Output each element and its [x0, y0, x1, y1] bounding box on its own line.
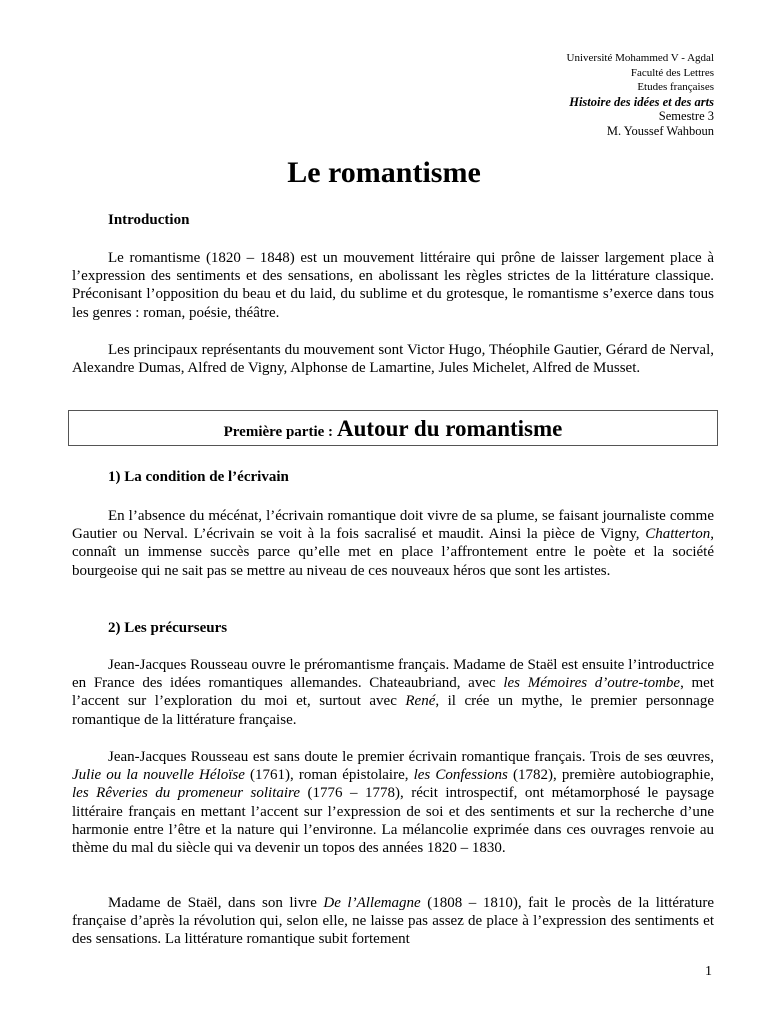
section-2-paragraph-3: [72, 894, 714, 949]
part-title-box: [68, 410, 718, 446]
department-name: Etudes françaises: [637, 81, 714, 94]
university-name: Université Mohammed V - Agdal: [566, 52, 714, 64]
work-title: les Rêveries du promeneur solitaire: [72, 785, 300, 802]
teacher-name: M. Youssef Wahboun: [606, 123, 714, 138]
text-run: , il crée un mythe, le premier personnage romantique de la littérature française.: [72, 693, 714, 728]
text-run: (1776 – 1778), récit introspectif, ont métamorphosé le paysage littéraire français en mettant l’accent sur l’expression de soi et des sentiments et sur la recherche d’une harmonie entre l’être et la nature qui l’environne. La mélancolie exprimée dans ces ouvrages renvoie au thème du mal du siècle qui va devenir un topos des années 1820 – 1830.: [72, 785, 715, 857]
text-run: Jean-Jacques Rousseau ouvre le préromantisme français. Madame de Staël est ensuite l’introductrice en France des idées romantiques allemandes. Chateaubriand, avec: [72, 657, 714, 692]
text-run: (1808 – 1810), fait le procès de la littérature française d’après la révolution qui, selon elle, ne laisse pas assez de place à l’expression des sentiments et des sensations. La littérature romantique subit fortement: [72, 895, 714, 948]
text-run: , met l’accent sur l’exploration du moi et, surtout avec: [72, 675, 714, 710]
course-name: Histoire des idées et des arts: [569, 94, 714, 109]
text-run: , connaît un immense succès parce qu’elle met en place l’affrontement entre le poète et la société bourgeoise qui ne sait pas se mettre au niveau de ces nouveaux héros que sont les artistes.: [72, 526, 714, 579]
section-2-paragraph-2: [72, 748, 714, 857]
introduction-paragraph-1: Le romantisme (1820 – 1848) est un mouvement littéraire qui prône de laisser largement place à l’expression des sentiments et des sensations, en abolissant les règles strictes de la littérature classique. Préconisant l’opposition du beau et du laid, du sublime et du grotesque, le romantisme s’exerce dans tous les genres : roman, poésie, théâtre.: [72, 250, 714, 321]
introduction-paragraph-2: Les principaux représentants du mouvement sont Victor Hugo, Théophile Gautier, Gérard de Nerval, Alexandre Dumas, Alfred de Vigny, Alphonse de Lamartine, Jules Michelet, Alfred de Musset.: [72, 342, 714, 377]
page-number: 1: [705, 964, 712, 979]
work-title: René: [405, 693, 436, 710]
header-block: [567, 51, 714, 139]
section-2-heading: 2) Les précurseurs: [108, 620, 228, 636]
text-run: (1782), première autobiographie,: [507, 767, 714, 784]
page-title: Le romantisme: [287, 156, 481, 189]
faculty-name: Faculté des Lettres: [630, 66, 714, 79]
section-1-paragraph: [72, 507, 714, 580]
introduction-heading: Introduction: [108, 212, 190, 228]
semester: Semestre 3: [658, 109, 714, 124]
work-title: les Confessions: [413, 767, 508, 784]
text-run: Jean-Jacques Rousseau est sans doute le premier écrivain romantique français. Trois de ses œuvres,: [108, 749, 714, 765]
work-title: Chatterton: [645, 526, 711, 543]
text-run: Madame de Staël, dans son livre: [108, 895, 324, 911]
work-title: Julie ou la nouvelle Héloïse: [72, 767, 245, 784]
section-2-paragraph-1: [72, 656, 714, 729]
work-title: De l’Allemagne: [323, 895, 421, 911]
text-run: En l’absence du mécénat, l’écrivain romantique doit vivre de sa plume, se faisant journaliste comme Gautier ou Nerval. L’écrivain se voit à la fois sacralisé et maudit. Ainsi la pièce de Vigny,: [72, 508, 714, 543]
part-title: Autour du romantisme: [337, 416, 563, 441]
work-title: les Mémoires d’outre-tombe: [503, 675, 681, 692]
part-label: Première partie :: [223, 424, 334, 440]
text-run: (1761), roman épistolaire,: [244, 767, 414, 784]
section-1-heading: 1) La condition de l’écrivain: [108, 469, 289, 485]
